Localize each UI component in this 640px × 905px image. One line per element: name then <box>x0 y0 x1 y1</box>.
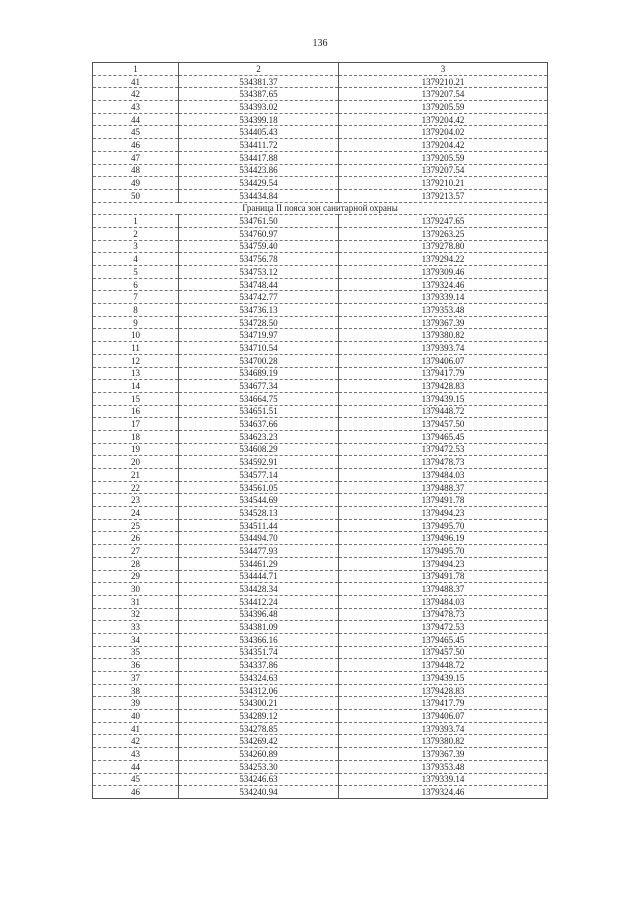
cell-y-coordinate: 1379204.02 <box>339 126 548 139</box>
cell-point-number: 7 <box>93 291 179 304</box>
cell-y-coordinate: 1379367.39 <box>339 316 548 329</box>
cell-y-coordinate: 1379263.25 <box>339 227 548 240</box>
table-row <box>93 139 548 152</box>
cell-y-coordinate: 1379488.37 <box>339 583 548 596</box>
cell-x-coordinate: 534677.34 <box>179 380 339 393</box>
table-row <box>93 215 548 228</box>
table-row <box>93 151 548 164</box>
cell-point-number: 45 <box>93 773 179 786</box>
cell-x-coordinate: 534494.70 <box>179 532 339 545</box>
cell-x-coordinate: 534412.24 <box>179 595 339 608</box>
cell-x-coordinate: 534461.29 <box>179 557 339 570</box>
table-row <box>93 532 548 545</box>
table-row <box>93 633 548 646</box>
cell-point-number: 49 <box>93 177 179 190</box>
cell-x-coordinate: 534253.30 <box>179 760 339 773</box>
table-row <box>93 329 548 342</box>
header-cell-point: 1 <box>93 63 179 76</box>
cell-x-coordinate: 534544.69 <box>179 494 339 507</box>
cell-y-coordinate: 1379353.48 <box>339 304 548 317</box>
cell-point-number: 42 <box>93 88 179 101</box>
cell-y-coordinate: 1379406.07 <box>339 354 548 367</box>
table-row <box>93 227 548 240</box>
cell-point-number: 44 <box>93 113 179 126</box>
cell-y-coordinate: 1379495.70 <box>339 545 548 558</box>
cell-point-number: 13 <box>93 367 179 380</box>
cell-x-coordinate: 534246.63 <box>179 773 339 786</box>
cell-point-number: 38 <box>93 684 179 697</box>
cell-y-coordinate: 1379393.74 <box>339 342 548 355</box>
cell-point-number: 2 <box>93 227 179 240</box>
cell-x-coordinate: 534759.40 <box>179 240 339 253</box>
cell-x-coordinate: 534710.54 <box>179 342 339 355</box>
table-row <box>93 773 548 786</box>
cell-x-coordinate: 534337.86 <box>179 659 339 672</box>
table-row <box>93 430 548 443</box>
cell-x-coordinate: 534312.06 <box>179 684 339 697</box>
table-row <box>93 672 548 685</box>
cell-point-number: 48 <box>93 164 179 177</box>
cell-y-coordinate: 1379448.72 <box>339 659 548 672</box>
cell-x-coordinate: 534278.85 <box>179 722 339 735</box>
cell-y-coordinate: 1379210.21 <box>339 177 548 190</box>
cell-y-coordinate: 1379213.57 <box>339 189 548 202</box>
section-row <box>93 202 548 215</box>
cell-point-number: 20 <box>93 456 179 469</box>
cell-x-coordinate: 534592.91 <box>179 456 339 469</box>
table-row <box>93 126 548 139</box>
cell-point-number: 23 <box>93 494 179 507</box>
cell-point-number: 22 <box>93 481 179 494</box>
table-row <box>93 722 548 735</box>
cell-point-number: 11 <box>93 342 179 355</box>
table-row <box>93 595 548 608</box>
header-cell-y: 3 <box>339 63 548 76</box>
cell-x-coordinate: 534742.77 <box>179 291 339 304</box>
cell-y-coordinate: 1379478.73 <box>339 608 548 621</box>
cell-y-coordinate: 1379380.82 <box>339 329 548 342</box>
table-row <box>93 443 548 456</box>
table-row <box>93 519 548 532</box>
cell-point-number: 27 <box>93 545 179 558</box>
cell-x-coordinate: 534387.65 <box>179 88 339 101</box>
table-row <box>93 189 548 202</box>
cell-x-coordinate: 534260.89 <box>179 748 339 761</box>
cell-point-number: 50 <box>93 189 179 202</box>
table-row <box>93 481 548 494</box>
cell-point-number: 33 <box>93 621 179 634</box>
cell-y-coordinate: 1379309.46 <box>339 266 548 279</box>
cell-x-coordinate: 534434.84 <box>179 189 339 202</box>
cell-y-coordinate: 1379204.42 <box>339 139 548 152</box>
cell-x-coordinate: 534411.72 <box>179 139 339 152</box>
cell-point-number: 12 <box>93 354 179 367</box>
table-row <box>93 697 548 710</box>
cell-x-coordinate: 534393.02 <box>179 101 339 114</box>
table-row <box>93 266 548 279</box>
cell-point-number: 19 <box>93 443 179 456</box>
cell-point-number: 3 <box>93 240 179 253</box>
cell-x-coordinate: 534405.43 <box>179 126 339 139</box>
cell-x-coordinate: 534289.12 <box>179 710 339 723</box>
cell-point-number: 14 <box>93 380 179 393</box>
cell-y-coordinate: 1379393.74 <box>339 722 548 735</box>
cell-point-number: 44 <box>93 760 179 773</box>
cell-point-number: 4 <box>93 253 179 266</box>
cell-x-coordinate: 534719.97 <box>179 329 339 342</box>
cell-point-number: 41 <box>93 75 179 88</box>
header-cell-x: 2 <box>179 63 339 76</box>
cell-point-number: 18 <box>93 430 179 443</box>
cell-y-coordinate: 1379324.46 <box>339 278 548 291</box>
table-row <box>93 469 548 482</box>
table-row <box>93 164 548 177</box>
cell-point-number: 42 <box>93 735 179 748</box>
table-row <box>93 507 548 520</box>
table-row <box>93 621 548 634</box>
cell-y-coordinate: 1379439.15 <box>339 672 548 685</box>
table-row <box>93 608 548 621</box>
cell-y-coordinate: 1379428.83 <box>339 684 548 697</box>
cell-x-coordinate: 534561.05 <box>179 481 339 494</box>
table-row <box>93 113 548 126</box>
cell-point-number: 25 <box>93 519 179 532</box>
cell-x-coordinate: 534753.12 <box>179 266 339 279</box>
table-row <box>93 545 548 558</box>
cell-y-coordinate: 1379478.73 <box>339 456 548 469</box>
cell-x-coordinate: 534381.09 <box>179 621 339 634</box>
cell-y-coordinate: 1379496.19 <box>339 532 548 545</box>
cell-x-coordinate: 534700.28 <box>179 354 339 367</box>
cell-point-number: 9 <box>93 316 179 329</box>
cell-x-coordinate: 534748.44 <box>179 278 339 291</box>
cell-point-number: 28 <box>93 557 179 570</box>
page-number: 136 <box>312 38 328 49</box>
cell-y-coordinate: 1379247.65 <box>339 215 548 228</box>
table-row <box>93 760 548 773</box>
table-row <box>93 304 548 317</box>
cell-point-number: 1 <box>93 215 179 228</box>
cell-y-coordinate: 1379210.21 <box>339 75 548 88</box>
table-row <box>93 392 548 405</box>
cell-point-number: 26 <box>93 532 179 545</box>
cell-y-coordinate: 1379205.59 <box>339 151 548 164</box>
table-row <box>93 557 548 570</box>
cell-x-coordinate: 534428.34 <box>179 583 339 596</box>
cell-point-number: 36 <box>93 659 179 672</box>
cell-x-coordinate: 534736.13 <box>179 304 339 317</box>
table-row <box>93 494 548 507</box>
cell-y-coordinate: 1379448.72 <box>339 405 548 418</box>
cell-y-coordinate: 1379495.70 <box>339 519 548 532</box>
table-row <box>93 583 548 596</box>
cell-point-number: 35 <box>93 646 179 659</box>
table-row <box>93 354 548 367</box>
cell-y-coordinate: 1379472.53 <box>339 621 548 634</box>
cell-y-coordinate: 1379367.39 <box>339 748 548 761</box>
cell-x-coordinate: 534577.14 <box>179 469 339 482</box>
cell-y-coordinate: 1379339.14 <box>339 291 548 304</box>
table-row <box>93 316 548 329</box>
cell-point-number: 32 <box>93 608 179 621</box>
cell-x-coordinate: 534651.51 <box>179 405 339 418</box>
cell-y-coordinate: 1379204.42 <box>339 113 548 126</box>
cell-y-coordinate: 1379294.22 <box>339 253 548 266</box>
cell-y-coordinate: 1379465.45 <box>339 633 548 646</box>
table-row <box>93 75 548 88</box>
table-header-row <box>93 63 548 76</box>
cell-x-coordinate: 534366.16 <box>179 633 339 646</box>
cell-y-coordinate: 1379491.78 <box>339 494 548 507</box>
cell-x-coordinate: 534761.50 <box>179 215 339 228</box>
cell-y-coordinate: 1379380.82 <box>339 735 548 748</box>
cell-x-coordinate: 534429.54 <box>179 177 339 190</box>
table-row <box>93 380 548 393</box>
cell-point-number: 21 <box>93 469 179 482</box>
table-row <box>93 291 548 304</box>
cell-x-coordinate: 534728.50 <box>179 316 339 329</box>
cell-point-number: 43 <box>93 101 179 114</box>
cell-point-number: 10 <box>93 329 179 342</box>
cell-x-coordinate: 534324.63 <box>179 672 339 685</box>
cell-point-number: 30 <box>93 583 179 596</box>
cell-y-coordinate: 1379324.46 <box>339 786 548 799</box>
cell-x-coordinate: 534417.88 <box>179 151 339 164</box>
table-row <box>93 278 548 291</box>
cell-point-number: 47 <box>93 151 179 164</box>
cell-y-coordinate: 1379205.59 <box>339 101 548 114</box>
cell-y-coordinate: 1379428.83 <box>339 380 548 393</box>
cell-x-coordinate: 534664.75 <box>179 392 339 405</box>
cell-y-coordinate: 1379457.50 <box>339 646 548 659</box>
cell-point-number: 17 <box>93 418 179 431</box>
cell-x-coordinate: 534637.66 <box>179 418 339 431</box>
cell-y-coordinate: 1379207.54 <box>339 164 548 177</box>
cell-point-number: 46 <box>93 139 179 152</box>
table-row <box>93 570 548 583</box>
cell-x-coordinate: 534477.93 <box>179 545 339 558</box>
table-row <box>93 659 548 672</box>
cell-x-coordinate: 534399.18 <box>179 113 339 126</box>
table-row <box>93 646 548 659</box>
cell-y-coordinate: 1379494.23 <box>339 557 548 570</box>
cell-x-coordinate: 534381.37 <box>179 75 339 88</box>
cell-point-number: 29 <box>93 570 179 583</box>
cell-x-coordinate: 534608.29 <box>179 443 339 456</box>
table-row <box>93 786 548 799</box>
cell-y-coordinate: 1379353.48 <box>339 760 548 773</box>
cell-point-number: 8 <box>93 304 179 317</box>
cell-point-number: 31 <box>93 595 179 608</box>
table-row <box>93 253 548 266</box>
coordinates-table-body <box>93 63 548 799</box>
table-row <box>93 710 548 723</box>
cell-y-coordinate: 1379491.78 <box>339 570 548 583</box>
cell-y-coordinate: 1379494.23 <box>339 507 548 520</box>
cell-y-coordinate: 1379439.15 <box>339 392 548 405</box>
table-row <box>93 240 548 253</box>
cell-y-coordinate: 1379417.79 <box>339 367 548 380</box>
table-row <box>93 405 548 418</box>
table-row <box>93 367 548 380</box>
table-row <box>93 735 548 748</box>
cell-y-coordinate: 1379472.53 <box>339 443 548 456</box>
cell-y-coordinate: 1379484.03 <box>339 595 548 608</box>
table-row <box>93 177 548 190</box>
cell-point-number: 43 <box>93 748 179 761</box>
table-row <box>93 418 548 431</box>
cell-x-coordinate: 534269.42 <box>179 735 339 748</box>
table-row <box>93 342 548 355</box>
table-row <box>93 748 548 761</box>
cell-y-coordinate: 1379406.07 <box>339 710 548 723</box>
cell-point-number: 41 <box>93 722 179 735</box>
cell-y-coordinate: 1379465.45 <box>339 430 548 443</box>
cell-y-coordinate: 1379417.79 <box>339 697 548 710</box>
cell-x-coordinate: 534689.19 <box>179 367 339 380</box>
coordinates-table <box>92 62 548 799</box>
cell-point-number: 16 <box>93 405 179 418</box>
cell-point-number: 39 <box>93 697 179 710</box>
cell-point-number: 34 <box>93 633 179 646</box>
cell-point-number: 37 <box>93 672 179 685</box>
cell-x-coordinate: 534240.94 <box>179 786 339 799</box>
cell-point-number: 5 <box>93 266 179 279</box>
cell-x-coordinate: 534423.86 <box>179 164 339 177</box>
cell-y-coordinate: 1379457.50 <box>339 418 548 431</box>
cell-x-coordinate: 534444.71 <box>179 570 339 583</box>
cell-point-number: 15 <box>93 392 179 405</box>
cell-point-number: 24 <box>93 507 179 520</box>
cell-x-coordinate: 534760.97 <box>179 227 339 240</box>
cell-x-coordinate: 534756.78 <box>179 253 339 266</box>
cell-x-coordinate: 534300.21 <box>179 697 339 710</box>
cell-point-number: 45 <box>93 126 179 139</box>
cell-x-coordinate: 534351.74 <box>179 646 339 659</box>
cell-y-coordinate: 1379339.14 <box>339 773 548 786</box>
cell-point-number: 6 <box>93 278 179 291</box>
cell-y-coordinate: 1379484.03 <box>339 469 548 482</box>
table-row <box>93 456 548 469</box>
cell-x-coordinate: 534511.44 <box>179 519 339 532</box>
table-row <box>93 88 548 101</box>
cell-y-coordinate: 1379488.37 <box>339 481 548 494</box>
cell-point-number: 40 <box>93 710 179 723</box>
cell-y-coordinate: 1379278.80 <box>339 240 548 253</box>
cell-y-coordinate: 1379207.54 <box>339 88 548 101</box>
cell-x-coordinate: 534528.13 <box>179 507 339 520</box>
table-row <box>93 684 548 697</box>
cell-x-coordinate: 534623.23 <box>179 430 339 443</box>
cell-point-number: 46 <box>93 786 179 799</box>
cell-x-coordinate: 534396.48 <box>179 608 339 621</box>
table-row <box>93 101 548 114</box>
section-title: Граница II пояса зон санитарной охраны <box>93 202 548 215</box>
